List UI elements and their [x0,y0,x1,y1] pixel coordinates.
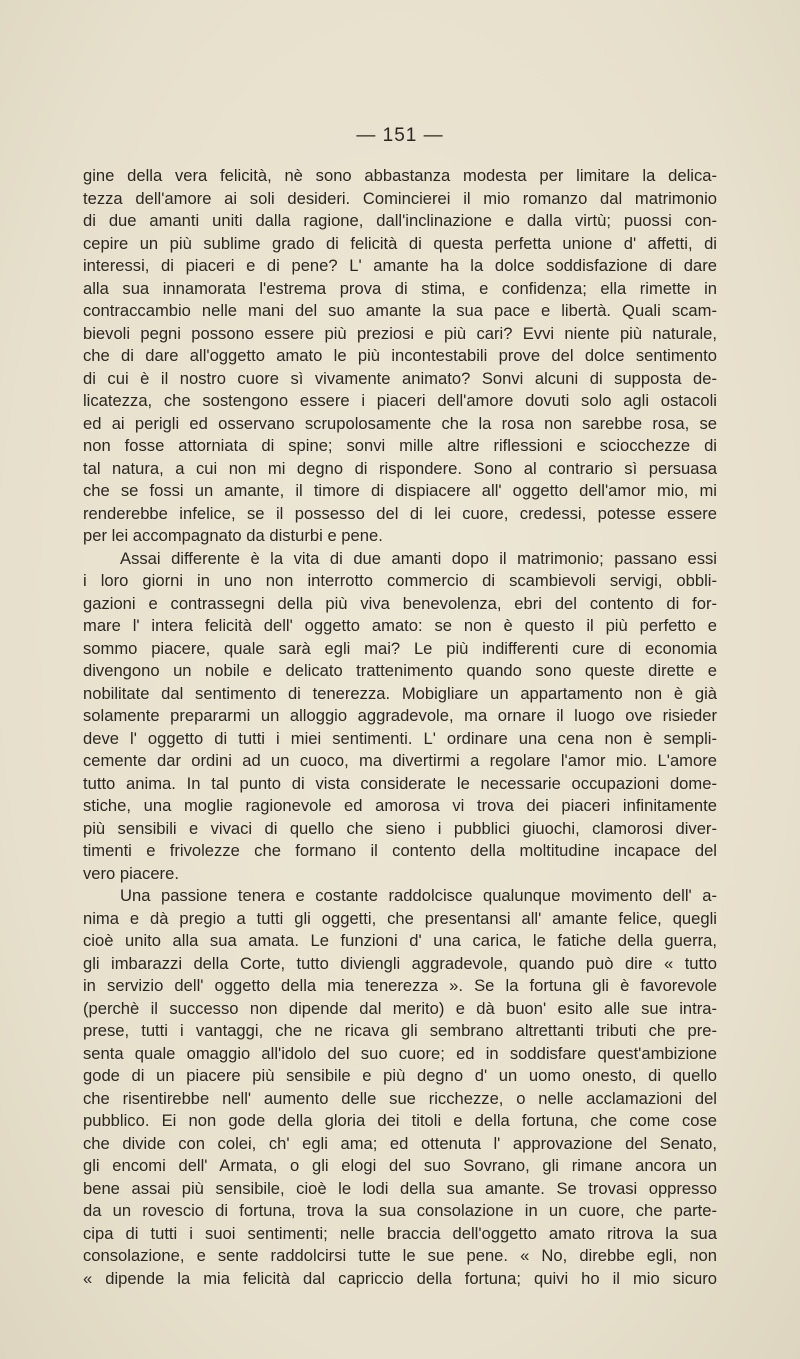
text-line: gode di un piacere più sensibile e più degno d' un uomo onesto, di quello [83,1066,717,1085]
text-line: timenti e frivolezze che formano il contento della moltitudine incapace del [83,841,717,860]
text-line: i loro giorni in uno non interrotto commercio di scambievoli servigi, obbli- [83,571,717,590]
paragraph [83,548,717,886]
text-line: Assai differente è la vita di due amanti dopo il matrimonio; passano essi [120,548,717,568]
text-line: interessi, di piaceri e di pene? L' amante ha la dolce soddisfazione di dare [83,256,717,275]
text-line: cemente dar ordini ad un cuoco, ma divertirmi a regolare l'amor mio. L'amore [83,751,717,770]
text-line: che se fossi un amante, il timore di dispiacere all' oggetto dell'amor mio, mi [83,481,717,500]
text-line: di cui è il nostro cuore sì vivamente animato? Sonvi alcuni di supposta de- [83,368,717,388]
text-line: sommo piacere, quale sarà egli mai? Le più indifferenti cure di economia [83,638,717,658]
text-line: « dipende la mia felicità dal capriccio della fortuna; quivi ho il mio sicuro [83,1268,717,1288]
text-line: di due amanti uniti dalla ragione, dall'inclinazione e dalla virtù; puossi con- [83,211,717,230]
text-line: nima e dà pregio a tutti gli oggetti, che presentansi all' amante felice, quegli [83,908,717,928]
text-line: senta quale omaggio all'idolo del suo cuore; ed in soddisfare quest'ambizione [83,1043,717,1063]
text-line: tal natura, a cui non mi degno di rispondere. Sono al contrario sì persuasa [83,458,717,478]
text-line: gli encomi dell' Armata, o gli elogi del suo Sovrano, gli rimane ancora un [83,1156,717,1175]
text-line: nobilitate dal sentimento di tenerezza. Mobigliare un appartamento non è già [83,683,717,703]
text-line: divengono un nobile e delicato trattenimento quando sono queste dirette e [83,661,717,680]
text-line: tezza dell'amore ai soli desideri. Comincierei il mio romanzo dal matrimonio [83,188,717,208]
paragraph [83,885,717,1290]
text-line: bievoli pegni possono essere più preziosi e più cari? Evvi niente più naturale, [83,323,717,343]
page-number: — 151 — [356,125,444,146]
text-line: che risentirebbe nell' aumento delle sue ricchezze, o nelle acclamazioni del [83,1088,717,1108]
text-line: vero piacere. [83,863,179,883]
text-line: che divide con colei, ch' egli ama; ed ottenuta l' approvazione del Senato, [83,1133,717,1153]
text-line: cipa di tutti i suoi sentimenti; nelle braccia dell'oggetto amato ritrova la sua [83,1223,717,1243]
text-line: che di dare all'oggetto amato le più incontestabili prove del dolce sentimento [83,346,717,365]
text-line: da un rovescio di fortuna, trova la sua consolazione in un cuore, che parte- [83,1201,717,1220]
text-line: gli imbarazzi della Corte, tutto diviengli aggradevole, quando può dire « tutto [83,953,717,973]
text-line: bene assai più sensibile, cioè le lodi della sua amante. Se trovasi oppresso [83,1178,717,1198]
text-line: consolazione, e sente raddolcirsi tutte le sue pene. « No, direbbe egli, non [83,1246,717,1265]
text-line: più sensibili e vivaci di quello che sieno i pubblici giuochi, clamorosi diver- [83,818,717,838]
text-line: contraccambio nelle mani del suo amante la sua pace e libertà. Quali scam- [83,301,717,320]
text-line: cepire un più sublime grado di felicità di questa perfetta unione d' affetti, di [83,233,717,253]
text-line: (perchè il successo non dipende dal merito) e dà buon' esito alle sue intra- [83,998,717,1018]
text-line: ed ai perigli ed osservano scrupolosamente che la rosa non sarebbe rosa, se [83,413,717,433]
text-line: pubblico. Ei non gode della gloria dei titoli e della fortuna, che come cose [83,1111,717,1130]
text-line: licatezza, che sostengono essere i piaceri dell'amore dovuti solo agli ostacoli [83,391,717,410]
text-line: renderebbe infelice, se il possesso del di lei cuore, credessi, potesse essere [83,503,717,523]
text-line: non fosse attorniata di spine; sonvi mille altre riflessioni e sciocchezze di [83,436,717,455]
paragraph [83,165,717,548]
text-line: tutto anima. In tal punto di vista considerate le necessarie occupazioni dome- [83,773,717,793]
text-line: gine della vera felicità, nè sono abbastanza modesta per limitare la delica- [83,166,717,185]
text-line: alla sua innamorata l'estrema prova di stima, e confidenza; ella rimette in [83,278,717,298]
body-text [83,165,717,1290]
text-line: stiche, una moglie ragionevole ed amorosa vi trova dei piaceri infinitamente [83,796,717,815]
text-line: solamente prepararmi un alloggio aggradevole, ma ornare il luogo ove risieder [83,706,717,725]
text-line: prese, tutti i vantaggi, che ne ricava gli sembrano altrettanti tributi che pre- [83,1021,717,1040]
text-line: mare l' intera felicità dell' oggetto amato: se non è questo il più perfetto e [83,616,717,635]
text-line: in servizio dell' oggetto della mia tenerezza ». Se la fortuna gli è favorevole [83,976,717,995]
text-line: gazioni e contrassegni della più viva benevolenza, ebri del contento di for- [83,593,717,613]
text-line: cioè unito alla sua amata. Le funzioni d' una carica, le fatiche della guerra, [83,931,717,950]
text-line: deve l' oggetto di tutti i miei sentimenti. L' ordinare una cena non è sempli- [83,728,717,748]
text-line: per lei accompagnato da disturbi e pene. [83,526,383,545]
text-line: Una passione tenera e costante raddolcisce qualunque movimento dell' a- [120,886,717,905]
